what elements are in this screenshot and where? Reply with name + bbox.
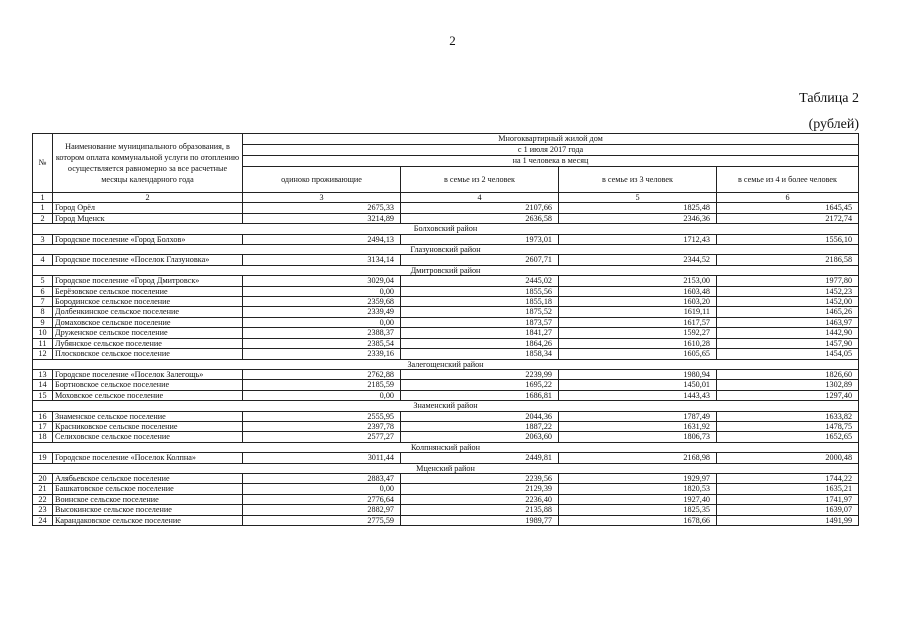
- district-name: Болховский район: [33, 224, 859, 234]
- table-row: [33, 421, 859, 431]
- row-number: 9: [33, 317, 53, 327]
- value-family-3: 1929,97: [559, 473, 717, 483]
- colnum-5: 5: [559, 193, 717, 203]
- value-family-4plus: 1452,00: [717, 297, 859, 307]
- district-row: [33, 224, 859, 234]
- value-single: 3029,04: [243, 276, 401, 286]
- row-number: 3: [33, 234, 53, 244]
- value-family-2: 2107,66: [401, 203, 559, 213]
- row-number: 14: [33, 380, 53, 390]
- value-family-2: 2063,60: [401, 432, 559, 442]
- municipality-name: Бортновское сельское поселение: [53, 380, 243, 390]
- row-number: 18: [33, 432, 53, 442]
- value-family-4plus: 1633,82: [717, 411, 859, 421]
- header-col-family-4plus: в семье из 4 и более человек: [717, 167, 859, 193]
- municipality-name: Карандаковское сельское поселение: [53, 515, 243, 525]
- colnum-6: 6: [717, 193, 859, 203]
- municipality-name: Домаховское сельское поселение: [53, 317, 243, 327]
- value-single: 2185,59: [243, 380, 401, 390]
- header-num: №: [33, 134, 53, 193]
- table-row: [33, 494, 859, 504]
- row-number: 5: [33, 276, 53, 286]
- row-number: 11: [33, 338, 53, 348]
- table-row: [33, 213, 859, 223]
- municipality-name: Селиховское сельское поселение: [53, 432, 243, 442]
- value-family-2: 2607,71: [401, 255, 559, 265]
- value-family-2: 1873,57: [401, 317, 559, 327]
- page-number: 2: [449, 33, 456, 48]
- value-family-2: 1855,18: [401, 297, 559, 307]
- value-family-3: 1603,20: [559, 297, 717, 307]
- table-row: [33, 369, 859, 379]
- value-family-2: 1875,52: [401, 307, 559, 317]
- value-single: 0,00: [243, 390, 401, 400]
- value-family-4plus: 1442,90: [717, 328, 859, 338]
- value-family-3: 1592,27: [559, 328, 717, 338]
- value-family-2: 2044,36: [401, 411, 559, 421]
- value-single: 2555,95: [243, 411, 401, 421]
- row-number: 17: [33, 421, 53, 431]
- value-family-3: 1980,94: [559, 369, 717, 379]
- colnum-2: 2: [53, 193, 243, 203]
- value-family-3: 1450,01: [559, 380, 717, 390]
- value-family-4plus: 1302,89: [717, 380, 859, 390]
- table-row: [33, 328, 859, 338]
- value-family-2: 2449,81: [401, 453, 559, 463]
- district-row: [33, 245, 859, 255]
- value-family-4plus: 1741,97: [717, 494, 859, 504]
- table-row: [33, 255, 859, 265]
- table-row: [33, 276, 859, 286]
- header-col-single: одиноко проживающие: [243, 167, 401, 193]
- value-single: 3134,14: [243, 255, 401, 265]
- district-name: Залегощенский район: [33, 359, 859, 369]
- value-family-2: 2239,99: [401, 369, 559, 379]
- value-single: 2388,37: [243, 328, 401, 338]
- value-family-2: 1887,22: [401, 421, 559, 431]
- municipality-name: Воинское сельское поселение: [53, 494, 243, 504]
- table-row: [33, 297, 859, 307]
- value-single: 2776,64: [243, 494, 401, 504]
- value-family-3: 1825,48: [559, 203, 717, 213]
- value-single: 2775,59: [243, 515, 401, 525]
- value-family-3: 1927,40: [559, 494, 717, 504]
- value-single: 0,00: [243, 317, 401, 327]
- row-number: 2: [33, 213, 53, 223]
- value-family-3: 1610,28: [559, 338, 717, 348]
- district-row: [33, 359, 859, 369]
- value-family-4plus: 1297,40: [717, 390, 859, 400]
- district-name: Глазуновский район: [33, 245, 859, 255]
- value-single: 2359,68: [243, 297, 401, 307]
- table-row: [33, 338, 859, 348]
- value-single: 0,00: [243, 286, 401, 296]
- value-single: 2385,54: [243, 338, 401, 348]
- value-family-4plus: 1491,99: [717, 515, 859, 525]
- value-single: 0,00: [243, 484, 401, 494]
- value-family-3: 1820,53: [559, 484, 717, 494]
- value-family-3: 1787,49: [559, 411, 717, 421]
- value-family-2: 1989,77: [401, 515, 559, 525]
- value-family-3: 1806,73: [559, 432, 717, 442]
- row-number: 1: [33, 203, 53, 213]
- row-number: 21: [33, 484, 53, 494]
- value-family-4plus: 1454,05: [717, 349, 859, 359]
- header-building-type: Многоквартирный жилой дом: [243, 134, 859, 145]
- municipality-name: Городское поселение «Город Болхов»: [53, 234, 243, 244]
- header-municipality: Наименование муниципального образования, в котором оплата коммунальной услуги по отоплению осуществляется равномерно за все расчетные месяцы календарного года: [53, 134, 243, 193]
- table-row: [33, 515, 859, 525]
- value-family-4plus: 1977,80: [717, 276, 859, 286]
- municipality-name: Долбенкинское сельское поселение: [53, 307, 243, 317]
- colnum-1: 1: [33, 193, 53, 203]
- value-family-4plus: 2186,58: [717, 255, 859, 265]
- value-single: 2883,47: [243, 473, 401, 483]
- table-row: [33, 411, 859, 421]
- district-name: Колпнянский район: [33, 442, 859, 452]
- value-family-2: 1973,01: [401, 234, 559, 244]
- table-row: [33, 307, 859, 317]
- value-family-4plus: 1463,97: [717, 317, 859, 327]
- value-family-4plus: 1744,22: [717, 473, 859, 483]
- district-name: Знаменский район: [33, 401, 859, 411]
- value-family-2: 2135,88: [401, 505, 559, 515]
- municipality-name: Городское поселение «Поселок Залегощь»: [53, 369, 243, 379]
- value-single: 2397,78: [243, 421, 401, 431]
- table-row: [33, 380, 859, 390]
- value-single: 2762,88: [243, 369, 401, 379]
- value-family-3: 2153,00: [559, 276, 717, 286]
- table-row: [33, 432, 859, 442]
- municipality-name: Городское поселение «Поселок Глазуновка»: [53, 255, 243, 265]
- value-single: 3214,89: [243, 213, 401, 223]
- value-family-2: 2236,40: [401, 494, 559, 504]
- header-col-family-2: в семье из 2 человек: [401, 167, 559, 193]
- municipality-name: Берёзовское сельское поселение: [53, 286, 243, 296]
- value-single: 2339,16: [243, 349, 401, 359]
- value-single: 2339,49: [243, 307, 401, 317]
- value-family-2: 2129,39: [401, 484, 559, 494]
- value-family-4plus: 1478,75: [717, 421, 859, 431]
- value-family-2: 1864,26: [401, 338, 559, 348]
- value-family-3: 1619,11: [559, 307, 717, 317]
- district-row: [33, 401, 859, 411]
- row-number: 6: [33, 286, 53, 296]
- value-single: 2675,33: [243, 203, 401, 213]
- value-family-4plus: 1465,26: [717, 307, 859, 317]
- tariff-table: [32, 133, 859, 526]
- municipality-name: Красниковское сельское поселение: [53, 421, 243, 431]
- row-number: 13: [33, 369, 53, 379]
- table-row: [33, 484, 859, 494]
- row-number: 16: [33, 411, 53, 421]
- district-row: [33, 265, 859, 275]
- municipality-name: Городское поселение «Поселок Колпна»: [53, 453, 243, 463]
- table-row: [33, 505, 859, 515]
- municipality-name: Плосковское сельское поселение: [53, 349, 243, 359]
- table-row: [33, 234, 859, 244]
- value-family-2: 1686,81: [401, 390, 559, 400]
- value-family-3: 1825,35: [559, 505, 717, 515]
- municipality-name: Башкатовское сельское поселение: [53, 484, 243, 494]
- value-single: 2494,13: [243, 234, 401, 244]
- value-family-3: 2344,52: [559, 255, 717, 265]
- header-per-person: на 1 человека в месяц: [243, 156, 859, 167]
- table-units: (рублей): [808, 117, 859, 132]
- municipality-name: Город Орёл: [53, 203, 243, 213]
- row-number: 23: [33, 505, 53, 515]
- value-family-4plus: 1452,23: [717, 286, 859, 296]
- value-family-3: 1678,66: [559, 515, 717, 525]
- municipality-name: Алябьевское сельское поселение: [53, 473, 243, 483]
- value-family-2: 1841,27: [401, 328, 559, 338]
- district-name: Дмитровский район: [33, 265, 859, 275]
- row-number: 24: [33, 515, 53, 525]
- municipality-name: Знаменское сельское поселение: [53, 411, 243, 421]
- row-number: 4: [33, 255, 53, 265]
- row-number: 20: [33, 473, 53, 483]
- municipality-name: Моховское сельское поселение: [53, 390, 243, 400]
- district-name: Мценский район: [33, 463, 859, 473]
- value-family-3: 1605,65: [559, 349, 717, 359]
- value-family-3: 1617,57: [559, 317, 717, 327]
- colnum-3: 3: [243, 193, 401, 203]
- value-family-4plus: 2000,48: [717, 453, 859, 463]
- value-family-2: 1855,56: [401, 286, 559, 296]
- row-number: 8: [33, 307, 53, 317]
- table-row: [33, 453, 859, 463]
- value-family-3: 1603,48: [559, 286, 717, 296]
- table-row: [33, 473, 859, 483]
- value-family-4plus: 1652,65: [717, 432, 859, 442]
- value-family-2: 1858,34: [401, 349, 559, 359]
- municipality-name: Город Мценск: [53, 213, 243, 223]
- value-family-4plus: 1639,07: [717, 505, 859, 515]
- row-number: 15: [33, 390, 53, 400]
- value-family-2: 2239,56: [401, 473, 559, 483]
- municipality-name: Друженское сельское поселение: [53, 328, 243, 338]
- value-family-3: 1631,92: [559, 421, 717, 431]
- value-family-4plus: 1826,60: [717, 369, 859, 379]
- table-title: Таблица 2: [799, 91, 859, 106]
- value-family-2: 1695,22: [401, 380, 559, 390]
- header-col-family-3: в семье из 3 человек: [559, 167, 717, 193]
- district-row: [33, 463, 859, 473]
- municipality-name: Высокинское сельское поселение: [53, 505, 243, 515]
- table-row: [33, 286, 859, 296]
- value-family-4plus: 1556,10: [717, 234, 859, 244]
- header-period: с 1 июля 2017 года: [243, 145, 859, 156]
- value-family-4plus: 1645,45: [717, 203, 859, 213]
- row-number: 7: [33, 297, 53, 307]
- value-family-2: 2445,02: [401, 276, 559, 286]
- value-family-3: 2168,98: [559, 453, 717, 463]
- value-family-3: 1712,43: [559, 234, 717, 244]
- municipality-name: Городское поселение «Город Дмитровск»: [53, 276, 243, 286]
- value-family-3: 2346,36: [559, 213, 717, 223]
- value-family-4plus: 1635,21: [717, 484, 859, 494]
- value-family-4plus: 1457,90: [717, 338, 859, 348]
- table-row: [33, 349, 859, 359]
- value-single: 3011,44: [243, 453, 401, 463]
- table-row: [33, 390, 859, 400]
- colnum-4: 4: [401, 193, 559, 203]
- value-family-4plus: 2172,74: [717, 213, 859, 223]
- row-number: 22: [33, 494, 53, 504]
- row-number: 19: [33, 453, 53, 463]
- municipality-name: Бородинское сельское поселение: [53, 297, 243, 307]
- value-family-3: 1443,43: [559, 390, 717, 400]
- row-number: 10: [33, 328, 53, 338]
- municipality-name: Лубянское сельское поселение: [53, 338, 243, 348]
- value-single: 2577,27: [243, 432, 401, 442]
- value-single: 2882,97: [243, 505, 401, 515]
- table-row: [33, 203, 859, 213]
- table-row: [33, 317, 859, 327]
- row-number: 12: [33, 349, 53, 359]
- district-row: [33, 442, 859, 452]
- value-family-2: 2636,58: [401, 213, 559, 223]
